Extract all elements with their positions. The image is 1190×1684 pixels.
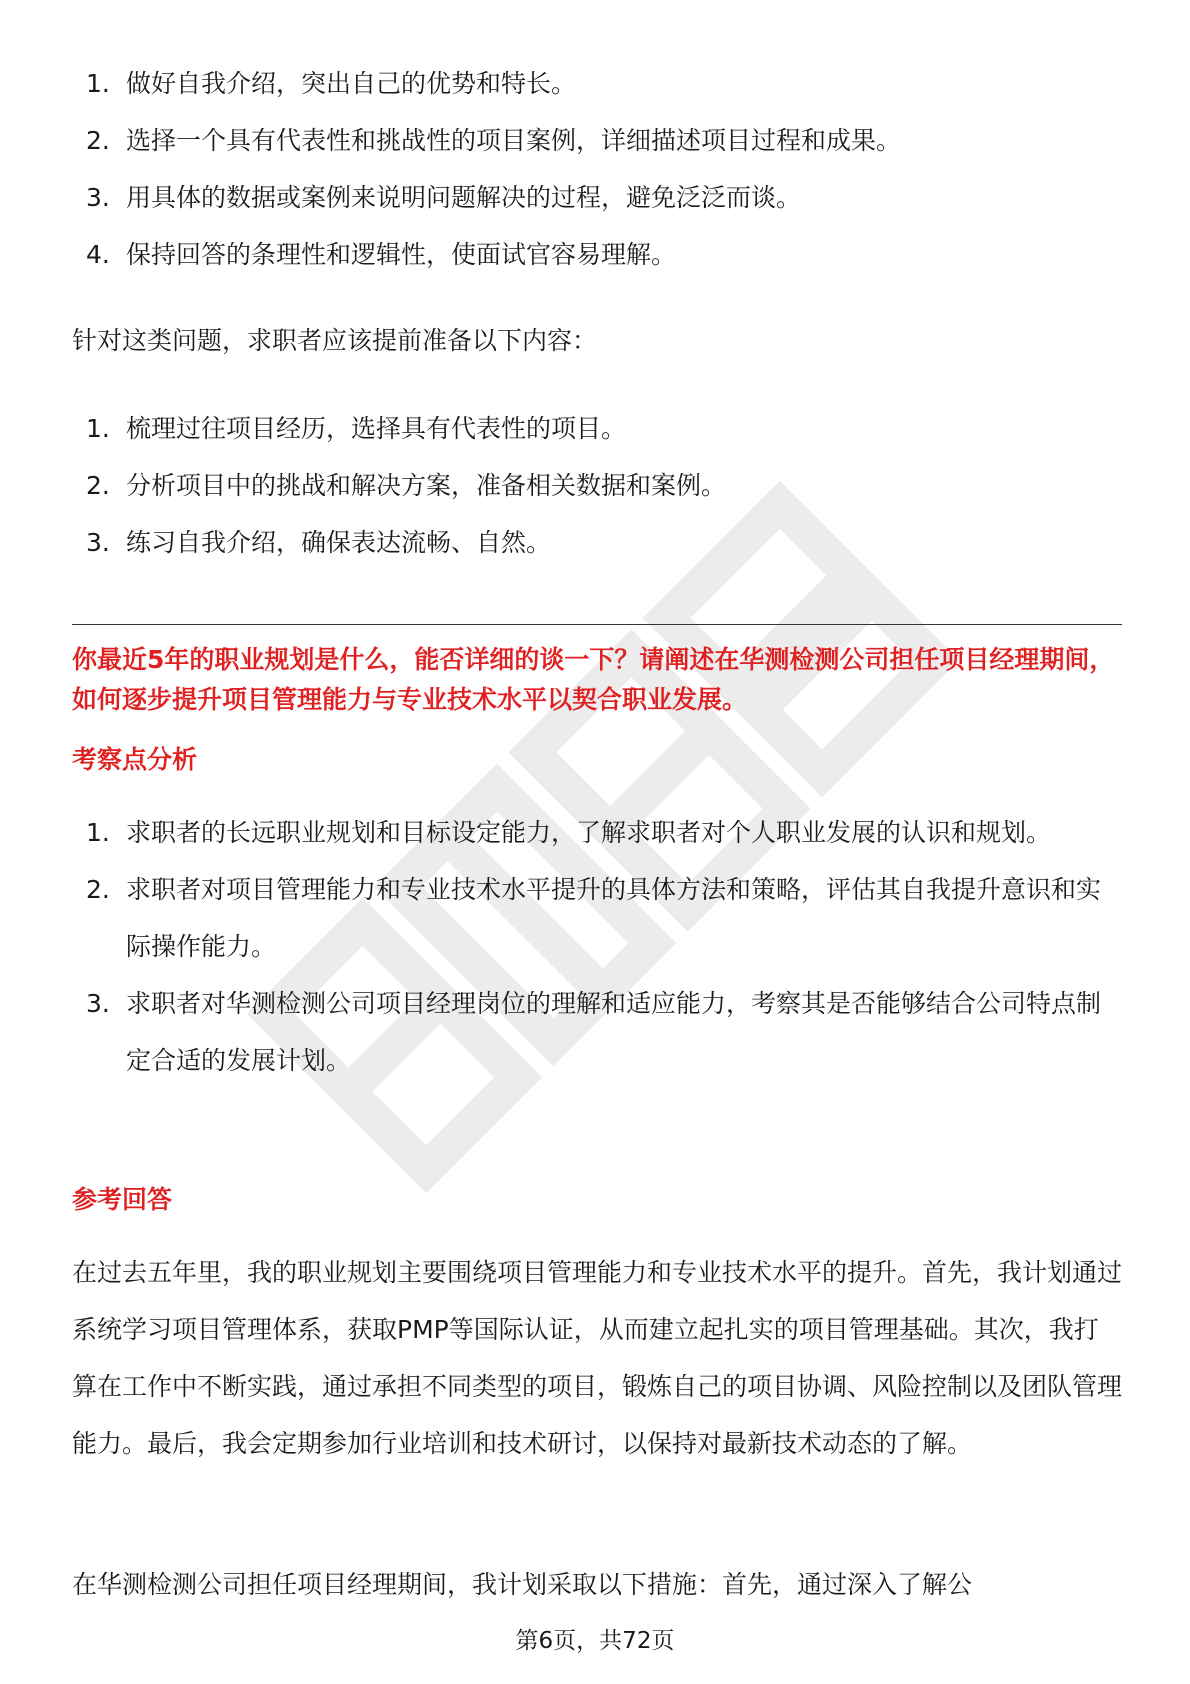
list-item bbox=[72, 55, 901, 112]
list-item-text: 选择一个具有代表性和挑战性的项目案例，详细描述项目过程和成果。 bbox=[126, 126, 902, 155]
list-number: 2. bbox=[86, 875, 110, 904]
preparation-intro: 针对这类问题，求职者应该提前准备以下内容： bbox=[72, 326, 598, 355]
tips-list bbox=[72, 55, 901, 283]
list-number: 2. bbox=[86, 471, 110, 500]
list-number: 1. bbox=[86, 414, 110, 443]
list-item-text: 求职者对项目管理能力和专业技术水平提升的具体方法和策略，评估其自我提升意识和实际操作能力。 bbox=[126, 875, 1102, 961]
list-item-text: 分析项目中的挑战和解决方案，准备相关数据和案例。 bbox=[126, 471, 727, 500]
list-item bbox=[72, 169, 901, 226]
list-item bbox=[72, 861, 1122, 975]
answer-paragraph: 在华测检测公司担任项目经理期间，我计划采取以下措施：首先，通过深入了解公 bbox=[72, 1570, 973, 1599]
list-number: 1. bbox=[86, 818, 110, 847]
list-item-text: 求职者对华测检测公司项目经理岗位的理解和适应能力，考察其是否能够结合公司特点制定合适的发展计划。 bbox=[126, 989, 1102, 1075]
interview-question: 你最近5年的职业规划是什么，能否详细的谈一下？请阐述在华测检测公司担任项目经理期间，如何逐步提升项目管理能力与专业技术水平以契合职业发展。 bbox=[72, 645, 1115, 714]
list-item-text: 练习自我介绍，确保表达流畅、自然。 bbox=[126, 528, 552, 557]
list-number: 1. bbox=[86, 69, 110, 98]
list-item-text: 梳理过往项目经历，选择具有代表性的项目。 bbox=[126, 414, 627, 443]
list-item-text: 求职者的长远职业规划和目标设定能力，了解求职者对个人职业发展的认识和规划。 bbox=[126, 818, 1052, 847]
preparation-list bbox=[72, 400, 726, 571]
list-number: 3. bbox=[86, 183, 110, 212]
list-item-text: 用具体的数据或案例来说明问题解决的过程，避免泛泛而谈。 bbox=[126, 183, 802, 212]
analysis-list bbox=[72, 804, 1122, 1089]
page-footer: 第6页，共72页 bbox=[515, 1628, 675, 1654]
list-number: 2. bbox=[86, 126, 110, 155]
list-item-text: 保持回答的条理性和逻辑性，使面试官容易理解。 bbox=[126, 240, 677, 269]
answer-paragraph: 在过去五年里，我的职业规划主要围绕项目管理能力和专业技术水平的提升。首先，我计划通过系统学习项目管理体系，获取PMP等国际认证，从而建立起扎实的项目管理基础。其次，我打算在工作中不断实践，通过承担不同类型的项目，锻炼自己的项目协调、风险控制以及团队管理能力。最后，我会定期参加行业培训和技术研讨，以保持对最新技术动态的了解。 bbox=[72, 1258, 1123, 1458]
list-item bbox=[72, 457, 726, 514]
list-item bbox=[72, 804, 1122, 861]
answer-heading: 参考回答 bbox=[72, 1185, 173, 1214]
list-number: 3. bbox=[86, 528, 110, 557]
list-number: 3. bbox=[86, 989, 110, 1018]
analysis-heading: 考察点分析 bbox=[72, 745, 198, 774]
section-divider bbox=[72, 624, 1122, 625]
list-item-text: 做好自我介绍，突出自己的优势和特长。 bbox=[126, 69, 577, 98]
list-item bbox=[72, 514, 726, 571]
list-item bbox=[72, 226, 901, 283]
list-item bbox=[72, 400, 726, 457]
list-number: 4. bbox=[86, 240, 110, 269]
list-item bbox=[72, 112, 901, 169]
list-item bbox=[72, 975, 1122, 1089]
